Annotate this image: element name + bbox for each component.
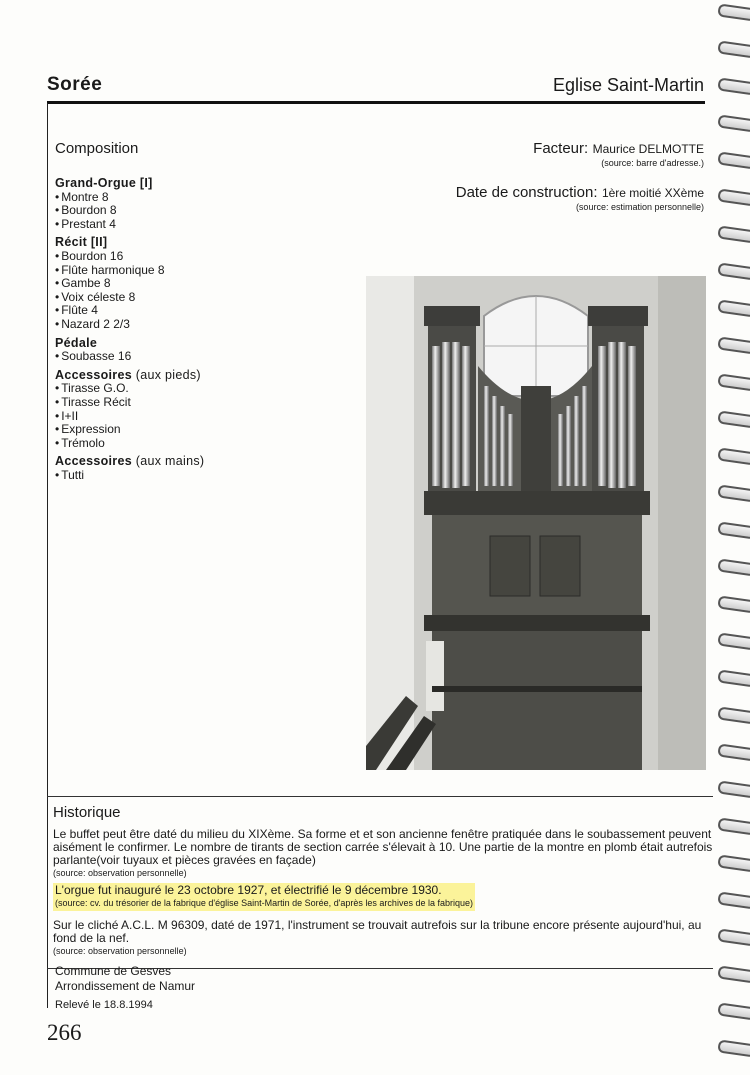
history-text-2: L'orgue fut inauguré le 23 octobre 1927, et électrifié le 9 décembre 1930.	[55, 883, 442, 897]
binding-ring	[717, 928, 750, 946]
binding-ring	[717, 558, 750, 576]
stop-item: • Flûte harmonique 8	[55, 264, 355, 278]
binding-ring	[717, 151, 750, 169]
binding-ring	[717, 1039, 750, 1057]
history-paragraph-2	[53, 883, 713, 911]
division-title: Récit [II]	[55, 235, 108, 250]
binding-ring	[717, 336, 750, 354]
history-paragraph-1	[53, 828, 713, 880]
commune-text: Commune de Gesves	[55, 964, 172, 978]
binding-ring	[717, 262, 750, 280]
binding-ring	[717, 891, 750, 909]
header-divider	[47, 101, 705, 104]
stop-item: • Bourdon 8	[55, 204, 355, 218]
binding-ring	[717, 447, 750, 465]
builder-source: (source: barre d'adresse.)	[601, 158, 704, 168]
division-title: Pédale	[55, 335, 98, 350]
division-note: (aux pieds)	[131, 367, 201, 382]
binding-ring	[717, 225, 750, 243]
organ-photo	[366, 276, 706, 770]
division-title: Grand-Orgue [I]	[55, 176, 153, 190]
history-source-3: (source: observation personnelle)	[53, 946, 187, 956]
place-title: Sorée	[47, 74, 103, 95]
binding-ring	[717, 299, 750, 317]
history-divider	[47, 796, 713, 797]
stop-item: • Prestant 4	[55, 218, 355, 232]
builder-label: Facteur:	[533, 140, 589, 157]
stop-item: • Bourdon 16	[55, 250, 355, 264]
binding-ring	[717, 965, 750, 983]
binding-ring	[717, 706, 750, 724]
binding-ring	[717, 410, 750, 428]
construction-label: Date de construction:	[455, 184, 598, 201]
binding-ring	[717, 521, 750, 539]
binding-ring	[717, 40, 750, 58]
binding-ring	[717, 114, 750, 132]
construction-value: 1ère moitié XXème	[601, 186, 704, 200]
binding-ring	[717, 373, 750, 391]
stop-item: • Flûte 4	[55, 304, 355, 318]
stop-item: • Expression	[55, 423, 355, 437]
binding-ring	[717, 669, 750, 687]
builder-block	[533, 140, 704, 168]
history-source-2: (source: cv. du trésorier de la fabrique d'église Saint-Martin de Sorée, d'après les archives de la fabrique)	[55, 898, 473, 908]
stop-item: • Trémolo	[55, 437, 355, 451]
binding-ring	[717, 188, 750, 206]
binding-ring	[717, 595, 750, 613]
division-title: Accessoires (aux mains)	[55, 454, 205, 469]
highlighted-note	[53, 883, 475, 911]
location-block	[55, 964, 195, 994]
stop-item: • I+II	[55, 410, 355, 424]
stop-list	[55, 172, 355, 482]
left-border	[47, 103, 48, 1008]
binding-ring	[717, 817, 750, 835]
division-note: (aux mains)	[131, 454, 205, 469]
composition-heading: Composition	[55, 140, 139, 157]
binding-ring	[717, 632, 750, 650]
division-title: Accessoires (aux pieds)	[55, 367, 201, 382]
history-text-3: Sur le cliché A.C.L. M 96309, daté de 1971, l'instrument se trouvait autrefois sur la tribune encore présente aujourd'hui, au fond de la nef.	[53, 918, 702, 945]
construction-source: (source: estimation personnelle)	[575, 202, 704, 212]
binding-ring	[717, 1002, 750, 1020]
spiral-binding	[714, 0, 750, 1075]
stop-item: • Voix céleste 8	[55, 291, 355, 305]
stop-item: • Tirasse G.O.	[55, 382, 355, 396]
history-heading: Historique	[53, 804, 121, 821]
church-title: Eglise Saint-Martin	[552, 75, 704, 95]
arrondissement-text: Arrondissement de Namur	[55, 979, 196, 993]
stop-item: • Gambe 8	[55, 277, 355, 291]
page-number: 266	[47, 1020, 82, 1045]
history-source-1: (source: observation personnelle)	[53, 868, 187, 878]
survey-date: Relevé le 18.8.1994	[55, 999, 153, 1011]
history-text-1: Le buffet peut être daté du milieu du XIXème. Sa forme et et son ancienne fenêtre pratiquée dans le soubassement peuvent aisément le confirmer. Le nombre de tirants de section carrée s'élevait à 10. Une partie de la montre en plomb était autrefois parlante(voir tuyaux et pièces gravées en façade)	[53, 827, 713, 867]
builder-value: Maurice DELMOTTE	[592, 142, 704, 156]
binding-ring	[717, 3, 750, 21]
binding-ring	[717, 743, 750, 761]
stop-item: • Nazard 2 2/3	[55, 318, 355, 332]
stop-item: • Tirasse Récit	[55, 396, 355, 410]
history-paragraph-3	[53, 919, 713, 958]
stop-item: • Montre 8	[55, 191, 355, 205]
stop-item: • Soubasse 16	[55, 350, 355, 364]
binding-ring	[717, 77, 750, 95]
construction-block	[456, 184, 704, 212]
binding-ring	[717, 780, 750, 798]
binding-ring	[717, 854, 750, 872]
stop-item: • Tutti	[55, 469, 355, 483]
binding-ring	[717, 484, 750, 502]
